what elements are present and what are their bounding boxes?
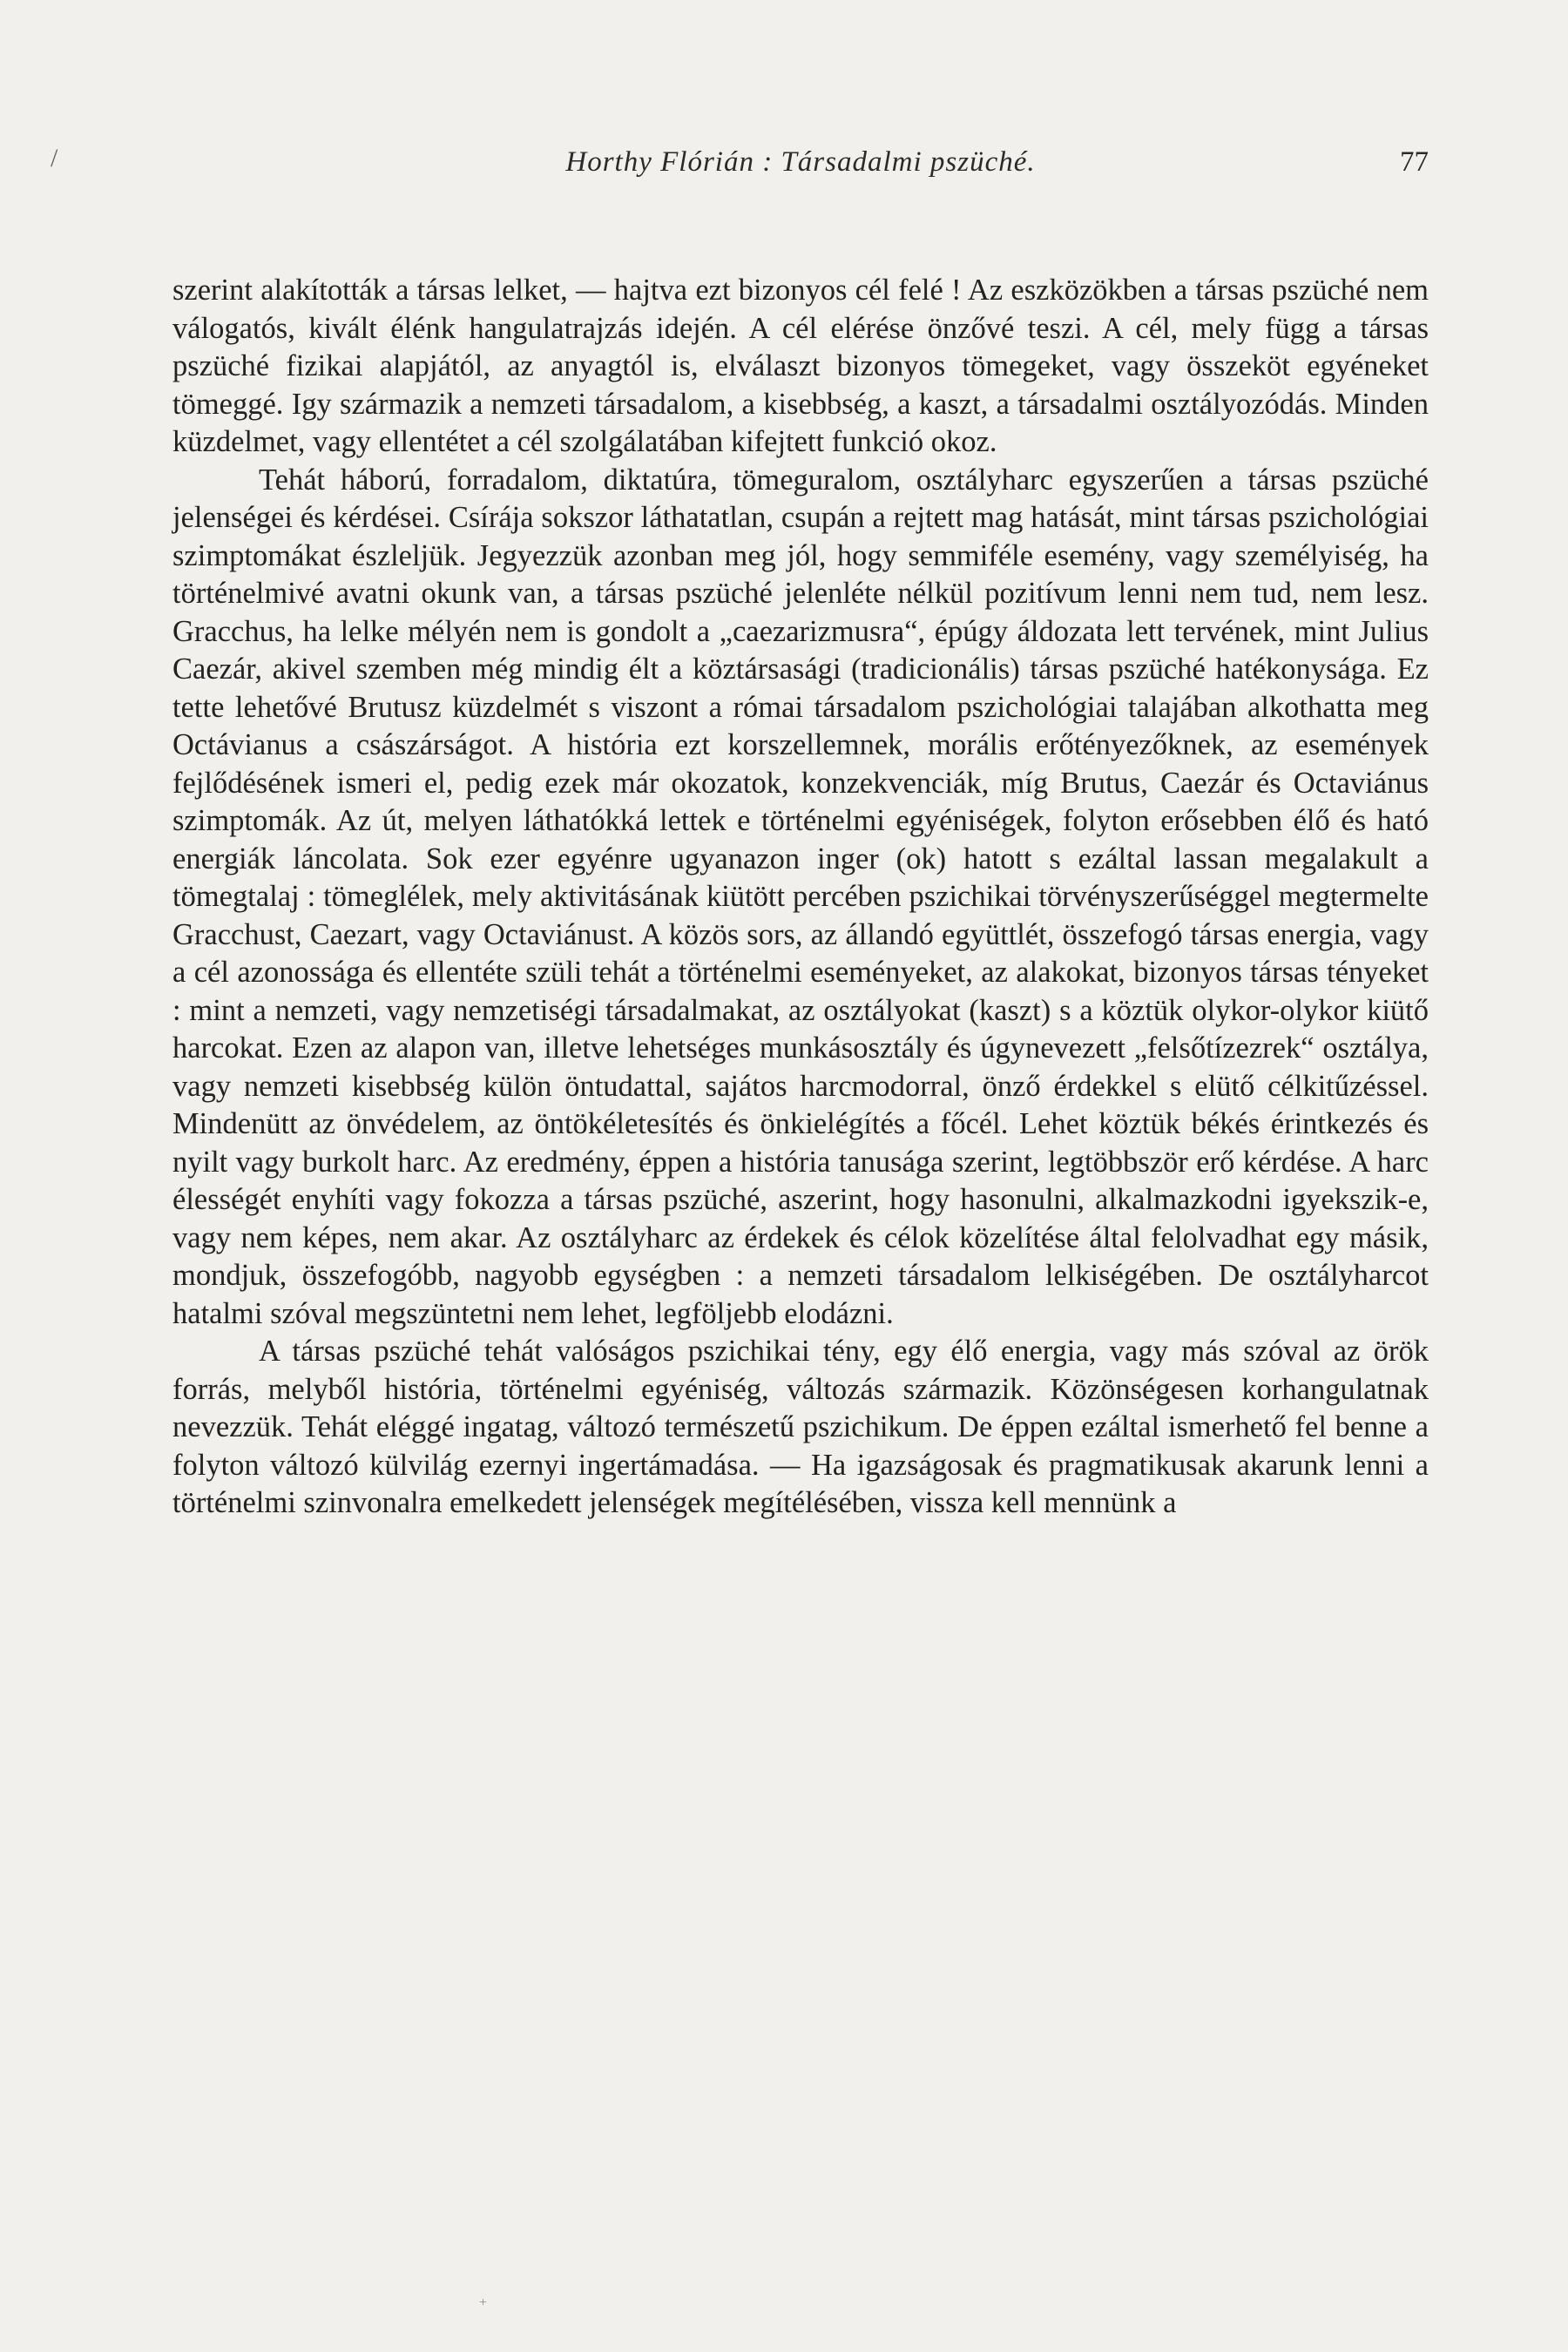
page-header [172, 146, 1429, 190]
paragraph-2: Tehát háború, forradalom, diktatúra, tömeguralom, osztályharc egyszerűen a társas pszüché jelenségei és kérdései. Csírája sokszor láthatatlan, csupán a rejtett mag hatását, mint társas pszichológiai szimptomákat észleljük. Jegyezzük azonban meg jól, hogy semmiféle esemény, vagy személyiség, ha történelmivé avatni okunk van, a társas pszüché jelenléte nélkül pozitívum lenni nem tud, nem lesz. Gracchus, ha lelke mélyén nem is gondolt a „caezarizmusra“, épúgy áldozata lett tervének, mint Julius Caezár, akivel szemben még mindig élt a köztársasági (tradicionális) társas pszüché hatékonysága. Ez tette lehetővé Brutusz küzdelmét s viszont a római társadalom pszichológiai talajában alkothatta meg Octávianus a császárságot. A história ezt korszellemnek, morális erőtényezőknek, az események fejlődésének ismeri el, pedig ezek már okozatok, konzekvenciák, míg Brutus, Caezár és Octaviánus szimptomák. Az út, melyen láthatókká lettek e történelmi egyéniségek, folyton erősebben élő és ható energiák láncolata. Sok ezer egyénre ugyanazon inger (ok) hatott s ezáltal lassan megalakult a tömegtalaj : tömeglélek, mely aktivitásának kiütött percében pszichikai törvényszerűséggel megtermelte Gracchust, Caezart, vagy Octaviánust. A közös sors, az állandó együttlét, összefogó társas energia, vagy a cél azonossága és ellentéte szüli tehát a történelmi eseményeket, az alakokat, bizonyos társas tényeket : mint a nemzeti, vagy nemzetiségi társadalmakat, az osztályokat (kaszt) s a köztük olykor-olykor kiütő harcokat. Ezen az alapon van, illetve lehetséges munkásosztály és úgynevezett „felsőtízezrek“ osztálya, vagy nemzeti kisebbség külön öntudattal, sajátos harcmodorral, önző érdekkel s elütő célkitűzéssel. Mindenütt az önvédelem, az öntökéletesítés és önkielégítés a főcél. Lehet köztük békés érintkezés és nyilt vagy burkolt harc. Az eredmény, éppen a história tanusága szerint, legtöbbször erő kérdése. A harc élességét enyhíti vagy fokozza a társas pszüché, aszerint, hogy hasonulni, alkalmazkodni igyekszik-e, vagy nem képes, nem akar. Az osztályharc az érdekek és célok közelítése által felolvadhat egy másik, mondjuk, összefogóbb, nagyobb egységben : a nemzeti társadalom lelkiségében. De osztályharcot hatalmi szóval megszüntetni nem lehet, legföljebb elodázni. [172, 463, 1429, 1330]
footer-mark: + [479, 2295, 488, 2310]
body-text [172, 272, 1429, 1523]
page-number: 77 [1400, 146, 1429, 178]
paragraph-1: szerint alakították a társas lelket, — hajtva ezt bizonyos cél felé ! Az eszközökben a társas pszüché nem válogatós, kivált élénk hangulatrajzás idején. A cél elérése önzővé teszi. A cél, mely függ a társas pszüché fizikai alapjától, az anyagtól is, elválaszt bizonyos tömegeket, vagy összeköt egyéneket tömeggé. Igy származik a nemzeti társadalom, a kisebbség, a kaszt, a társadalmi osztályozódás. Minden küzdelmet, vagy ellentétet a cél szolgálatában kifejtett funkció okoz. [172, 274, 1429, 458]
running-title: Horthy Flórián : Társadalmi pszüché. [565, 146, 1036, 178]
margin-mark: / [51, 144, 58, 172]
paragraph-3: A társas pszüché tehát valóságos pszichikai tény, egy élő energia, vagy más szóval az örök forrás, melyből história, történelmi egyéniség, változás származik. Közönségesen korhangulatnak nevezzük. Tehát eléggé ingatag, változó természetű pszichikum. De éppen ezáltal ismerhető fel benne a folyton változó külvilág ezernyi ingertámadása. — Ha igazságosak és pragmatikusak akarunk lenni a történelmi szinvonalra emelkedett jelenségek megítélésében, vissza kell mennünk a [172, 1335, 1429, 1519]
